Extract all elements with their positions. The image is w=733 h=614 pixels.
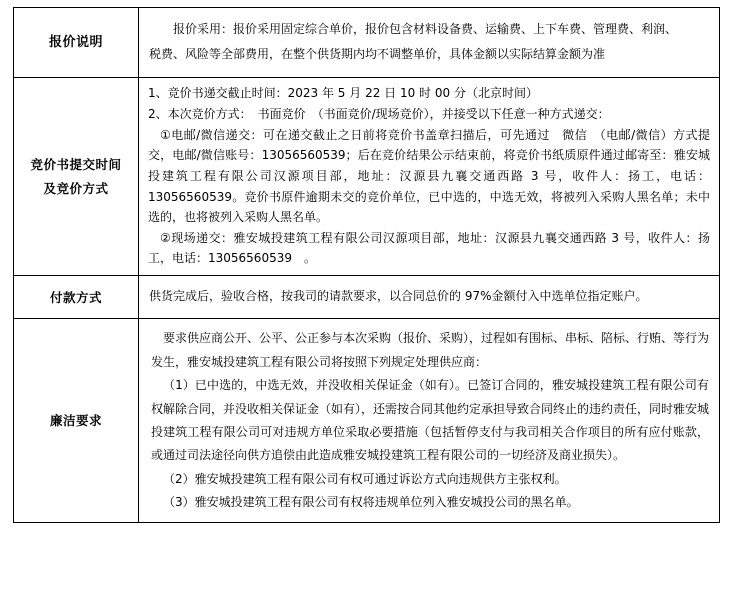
row-content-payment-method	[139, 276, 720, 319]
row-label-bid-submission	[14, 78, 139, 276]
row-label-integrity-requirements: 廉洁要求	[14, 319, 139, 523]
table-row-bid-submission	[14, 78, 720, 276]
quotation-terms-table	[13, 7, 720, 523]
row-content-bid-submission	[139, 78, 720, 276]
paragraph: 报价采用：报价采用固定综合单价，报价包含材料设备费、运输费、上下车费、管理费、利润、	[173, 22, 678, 36]
paragraph: ②现场递交：雅安城投建筑工程有限公司汉源项目部，地址：汉源县九襄交通西路 3 号，收件人：扬工，电话：13056560539 。	[148, 230, 710, 266]
paragraph: 供货完成后，验收合格，按我司的请款要求，以合同总价的 97%金额付入中选单位指定账户。	[149, 289, 648, 303]
row-label-quote-description: 报价说明	[14, 8, 139, 78]
row-label-line-1: 竞价书提交时间	[30, 156, 122, 172]
table-row-quote-description	[14, 8, 720, 78]
row-label-line-2: 及竞价方式	[43, 180, 109, 196]
paragraph: （2）雅安城投建筑工程有限公司有权可通过诉讼方式向违规供方主张权利。	[163, 471, 567, 486]
table-row-payment-method	[14, 276, 720, 319]
paragraph: ①电邮/微信递交：可在递交截止之日前将竞价书盖章扫描后，可先通过 微信 （电邮/微信）方式提交，电邮/微信账号：13056560539；后在竞价结果公示结束前，将竞价书纸质原件通过邮寄至：雅安城投建筑工程有限公司汉源项目部，地址：汉源县九襄交通西路 3 号，收件人：扬工，电话：13056560539。竞价书原件逾期未交的竞价单位，已中选的，中选无效，将被列入采购人黑名单；未中选的，也将被列入采购人黑名单。	[148, 127, 710, 225]
paragraph: 1、竞价书递交截止时间：2023 年 5 月 22 日 10 时 00 分（北京时间）	[148, 86, 538, 101]
table-row-integrity-requirements	[14, 319, 720, 523]
document-page	[0, 7, 733, 614]
paragraph: （1）已中选的，中选无效，并没收相关保证金（如有）。已签订合同的，雅安城投建筑工程有限公司有权解除合同，并没收相关保证金（如有），还需按合同其他约定承担导致合同终止的违约责任，同时雅安城投建筑工程有限公司可对违规方单位采取必要措施（包括暂停支付与我司相关合作项目的所有应付账款，或通过司法途径向供方追偿由此造成雅安城投建筑工程有限公司的一切经济及商业损失）。	[151, 378, 710, 463]
row-content-integrity-requirements	[139, 319, 720, 523]
paragraph: 税费、风险等全部费用，在整个供货期内均不调整单价，具体金额以实际结算金额为准	[149, 47, 606, 62]
paragraph: 2、本次竞价方式： 书面竞价 （书面竞价/现场竞价），并接受以下任意一种方式递交：	[148, 107, 610, 121]
row-label-payment-method: 付款方式	[14, 276, 139, 319]
paragraph: （3）雅安城投建筑工程有限公司有权将违规单位列入雅安城投公司的黑名单。	[163, 495, 579, 510]
row-content-quote-description	[139, 8, 720, 78]
paragraph: 要求供应商公开、公平、公正参与本次采购（报价、采购），过程如有围标、串标、陪标、行贿、等行为发生，雅安城投建筑工程有限公司将按照下列规定处理供应商：	[151, 331, 710, 369]
